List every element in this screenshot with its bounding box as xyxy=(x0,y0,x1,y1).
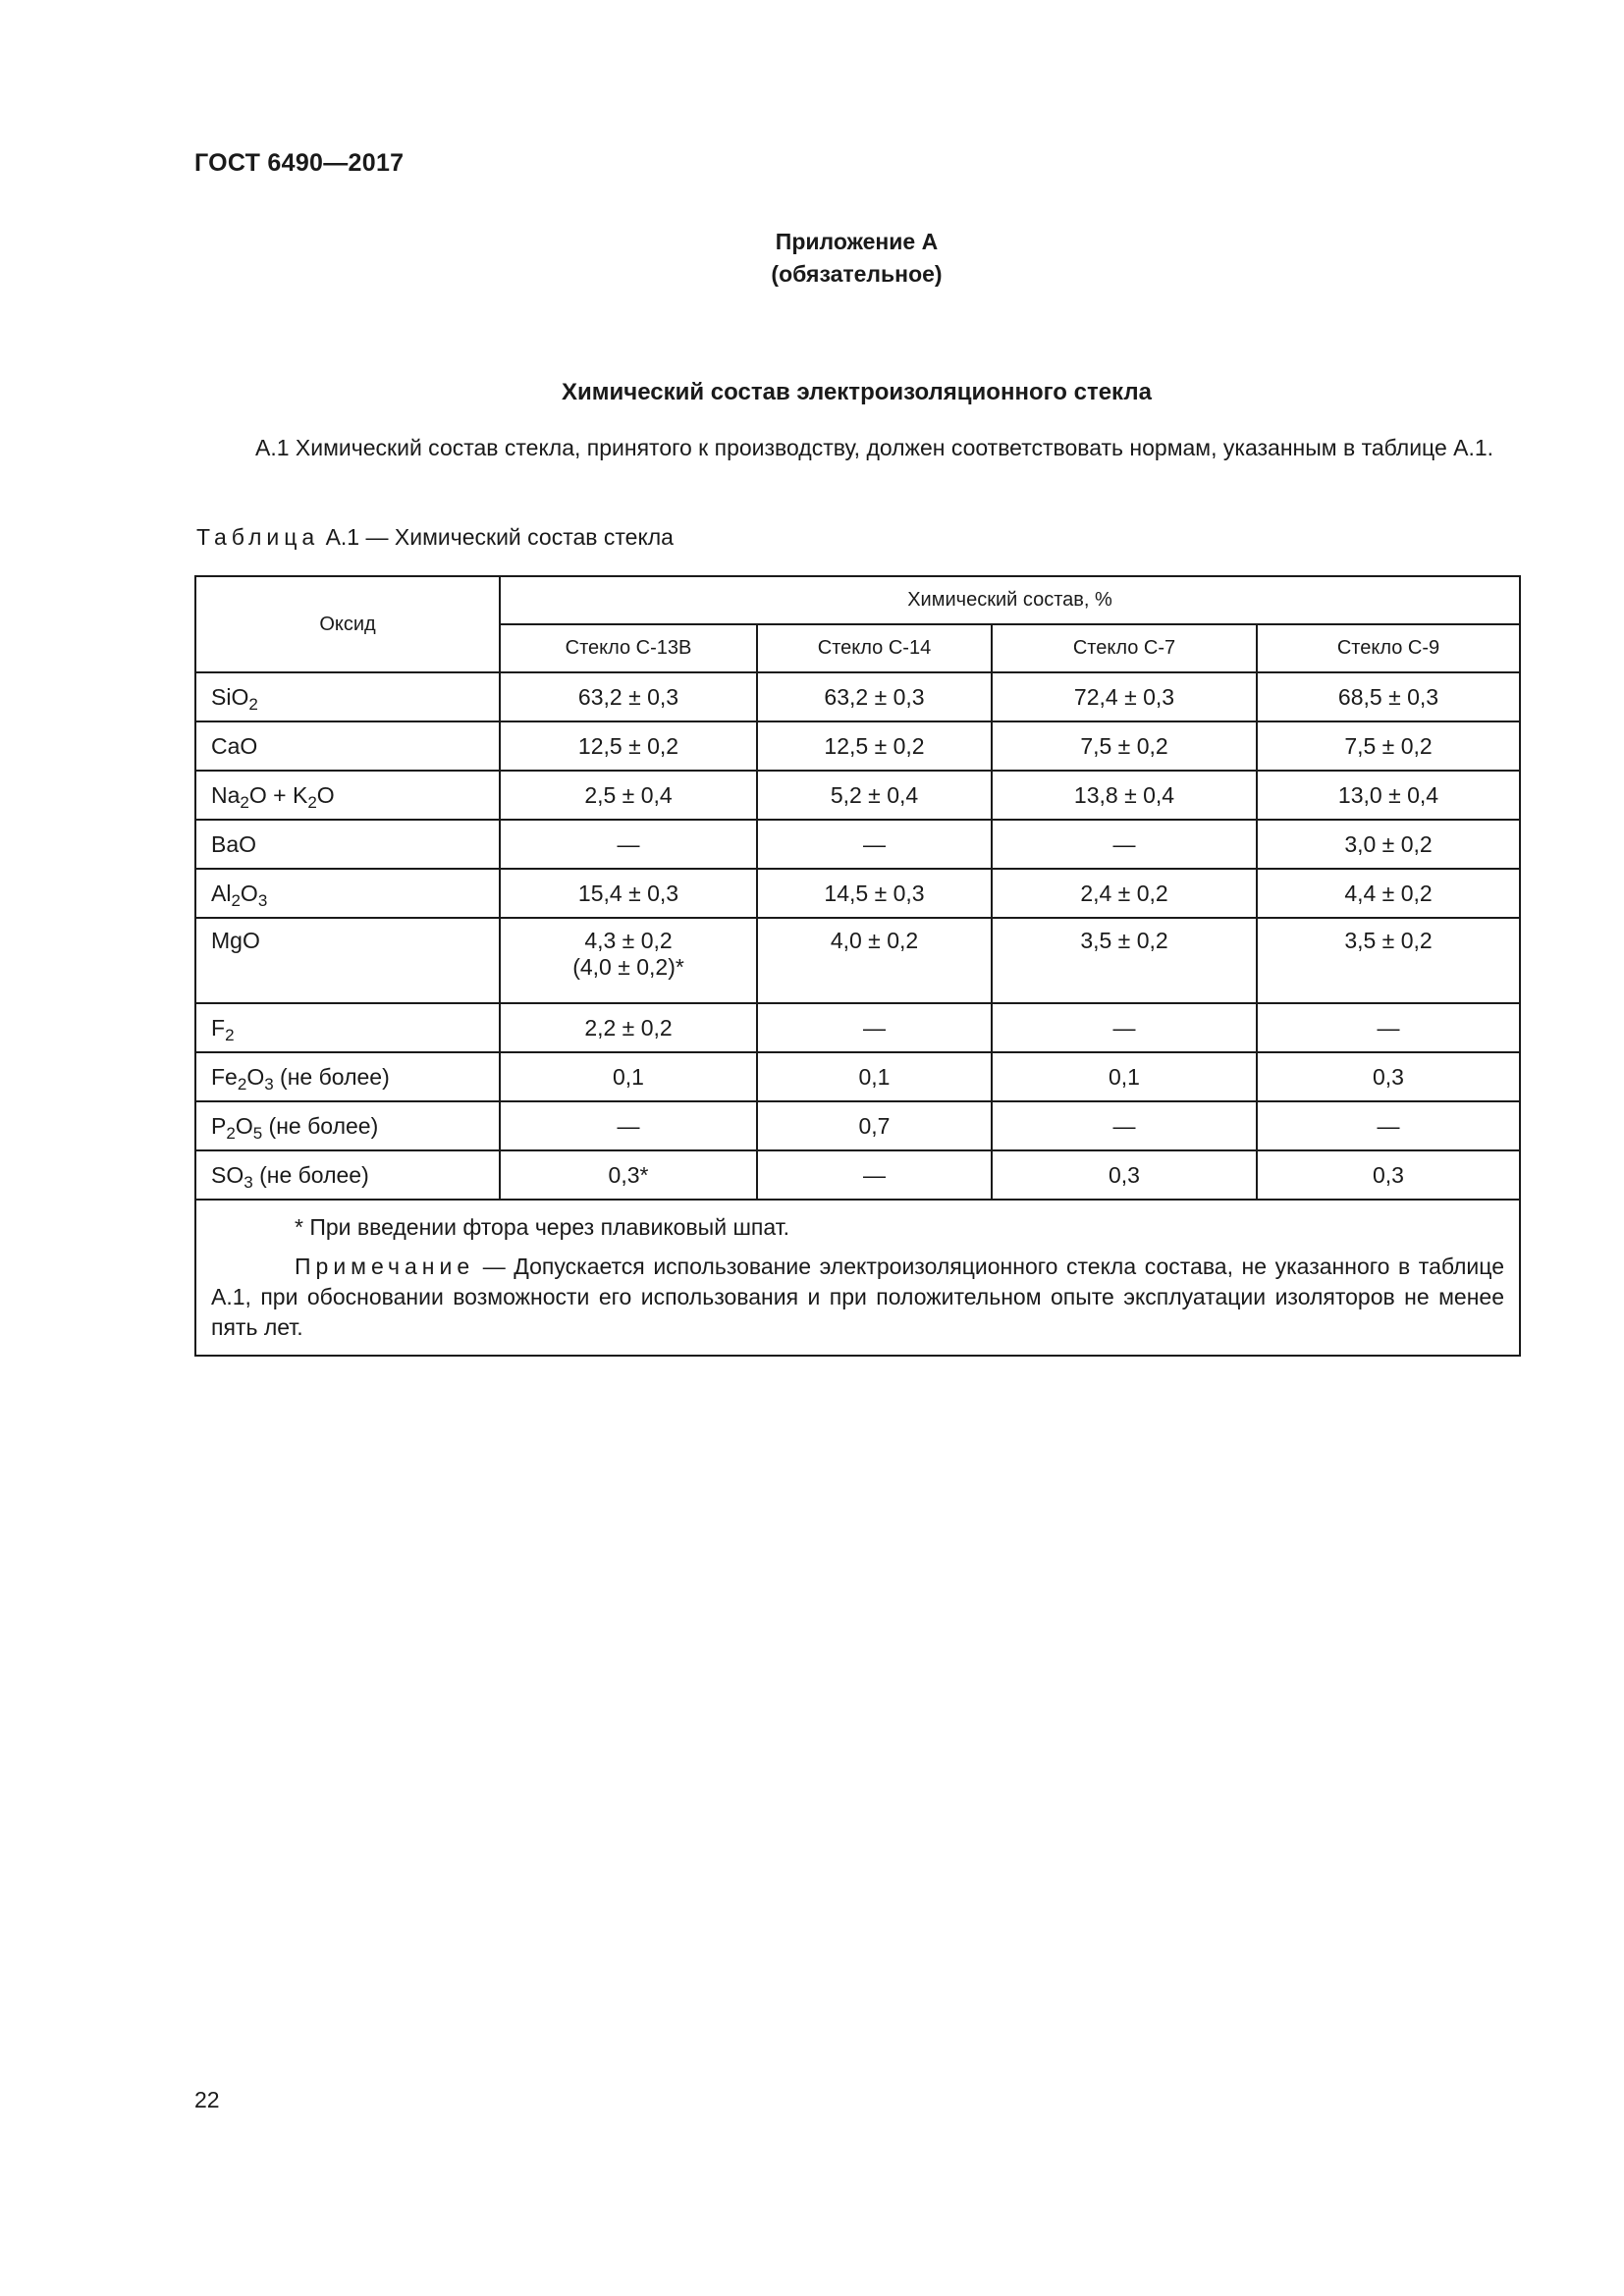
table-row xyxy=(195,869,1520,918)
oxide-text: O xyxy=(235,1112,253,1139)
glass-column-header: Стекло С-7 xyxy=(992,624,1257,672)
oxide-subscript: 5 xyxy=(252,1123,263,1143)
value-cell: 2,5 ± 0,4 xyxy=(500,771,757,820)
composition-table xyxy=(194,575,1521,1357)
table-row xyxy=(195,820,1520,869)
value-cell: 4,0 ± 0,2 xyxy=(757,918,992,1003)
value-cell: 12,5 ± 0,2 xyxy=(757,721,992,771)
composition-group-header: Химический состав, % xyxy=(500,576,1520,624)
annex-heading xyxy=(196,226,1517,291)
table-row xyxy=(195,918,1520,1003)
standard-code: ГОСТ 6490—2017 xyxy=(194,149,405,177)
value-cell: 12,5 ± 0,2 xyxy=(500,721,757,771)
value-cell: 3,0 ± 0,2 xyxy=(1257,820,1520,869)
value-cell: 2,4 ± 0,2 xyxy=(992,869,1257,918)
value-cell: 13,8 ± 0,4 xyxy=(992,771,1257,820)
oxide-text: Fe xyxy=(211,1063,238,1090)
table-row xyxy=(195,1052,1520,1101)
oxide-text: CaO xyxy=(211,732,258,759)
value-cell: 0,1 xyxy=(757,1052,992,1101)
table-row xyxy=(195,721,1520,771)
oxide-cell xyxy=(195,721,500,771)
oxide-cell xyxy=(195,1101,500,1150)
oxide-text: O xyxy=(246,1063,265,1090)
oxide-text: BaO xyxy=(211,830,257,857)
value-cell: 72,4 ± 0,3 xyxy=(992,672,1257,721)
value-cell: 5,2 ± 0,4 xyxy=(757,771,992,820)
oxide-subscript: 3 xyxy=(257,890,268,910)
oxide-text: O + K xyxy=(248,781,308,808)
value-cell: 3,5 ± 0,2 xyxy=(1257,918,1520,1003)
table-remark xyxy=(211,1252,1504,1343)
table-row xyxy=(195,1003,1520,1052)
value-cell: 0,3 xyxy=(1257,1052,1520,1101)
remark-text: — Допускается использование электроизоляционного стекла состава, не указанного в таблице А.1, при обосновании возможности его использования и при положительном опыте эксплуатации изоляторов не менее пять лет. xyxy=(211,1254,1504,1340)
oxide-cell xyxy=(195,771,500,820)
value-cell: 63,2 ± 0,3 xyxy=(757,672,992,721)
glass-column-header: Стекло С-14 xyxy=(757,624,992,672)
value-cell: 0,1 xyxy=(500,1052,757,1101)
oxide-cell xyxy=(195,869,500,918)
value-cell: — xyxy=(500,820,757,869)
oxide-subscript: 3 xyxy=(264,1074,274,1094)
value-cell: — xyxy=(992,820,1257,869)
oxide-text: O xyxy=(240,880,258,906)
glass-column-header: Стекло С-13В xyxy=(500,624,757,672)
table-caption-label: Таблица xyxy=(196,524,320,550)
remark-label: Примечание xyxy=(295,1254,475,1279)
oxide-cell xyxy=(195,1003,500,1052)
oxide-text: MgO xyxy=(211,928,260,953)
value-cell: — xyxy=(757,1150,992,1200)
oxide-cell xyxy=(195,1150,500,1200)
value-cell: 7,5 ± 0,2 xyxy=(992,721,1257,771)
annex-status: (обязательное) xyxy=(771,261,943,287)
value-cell: — xyxy=(992,1003,1257,1052)
value-cell: 2,2 ± 0,2 xyxy=(500,1003,757,1052)
oxide-cell xyxy=(195,820,500,869)
value-cell: 15,4 ± 0,3 xyxy=(500,869,757,918)
page-number: 22 xyxy=(194,2087,220,2112)
value-cell: 68,5 ± 0,3 xyxy=(1257,672,1520,721)
paragraph-a1: А.1 Химический состав стекла, принятого к производству, должен соответствовать нормам, указанным в таблице А.1. xyxy=(255,435,1494,460)
value-cell: 0,3 xyxy=(1257,1150,1520,1200)
oxide-text: P xyxy=(211,1112,227,1139)
oxide-subscript: 2 xyxy=(225,1025,235,1044)
oxide-subscript: 2 xyxy=(240,792,249,812)
table-row xyxy=(195,771,1520,820)
oxide-subscript: 2 xyxy=(231,890,241,910)
oxide-text: SO xyxy=(211,1161,244,1188)
oxide-text: (не более) xyxy=(273,1063,390,1090)
value-cell: — xyxy=(1257,1101,1520,1150)
table-notes xyxy=(195,1200,1520,1356)
value-cell: 63,2 ± 0,3 xyxy=(500,672,757,721)
annex-title: Приложение А xyxy=(775,229,939,254)
value-cell: — xyxy=(757,820,992,869)
oxide-cell xyxy=(195,918,500,1003)
value-line: 4,3 ± 0,2 xyxy=(584,928,673,953)
value-cell: 14,5 ± 0,3 xyxy=(757,869,992,918)
composition-table-body xyxy=(195,672,1520,1200)
table-row xyxy=(195,1101,1520,1150)
glass-column-header: Стекло С-9 xyxy=(1257,624,1520,672)
oxide-text: Al xyxy=(211,880,232,906)
oxide-text: SiO xyxy=(211,683,249,710)
value-cell: — xyxy=(757,1003,992,1052)
value-cell: 3,5 ± 0,2 xyxy=(992,918,1257,1003)
value-cell: — xyxy=(992,1101,1257,1150)
table-footnote: * При введении фтора через плавиковый шпат. xyxy=(295,1214,790,1240)
oxide-text: Na xyxy=(211,781,241,808)
oxide-text: F xyxy=(211,1014,226,1041)
oxide-text: O xyxy=(316,781,335,808)
value-cell: 13,0 ± 0,4 xyxy=(1257,771,1520,820)
value-cell: 0,7 xyxy=(757,1101,992,1150)
value-cell: — xyxy=(500,1101,757,1150)
oxide-cell xyxy=(195,1052,500,1101)
value-line: (4,0 ± 0,2)* xyxy=(572,954,684,980)
value-cell: 4,4 ± 0,2 xyxy=(1257,869,1520,918)
table-caption-text: А.1 — Химический состав стекла xyxy=(319,524,674,550)
value-cell: 0,3 xyxy=(992,1150,1257,1200)
oxide-subscript: 3 xyxy=(244,1172,253,1192)
oxide-subscript: 2 xyxy=(226,1123,236,1143)
value-cell: — xyxy=(1257,1003,1520,1052)
value-cell: 7,5 ± 0,2 xyxy=(1257,721,1520,771)
document-title: Химический состав электроизоляционного стекла xyxy=(562,379,1152,405)
table-row xyxy=(195,1150,1520,1200)
oxide-subscript: 2 xyxy=(307,792,317,812)
value-cell xyxy=(500,918,757,1003)
oxide-text: (не более) xyxy=(262,1112,379,1139)
value-cell: 0,3* xyxy=(500,1150,757,1200)
table-row xyxy=(195,672,1520,721)
composition-table-wrap xyxy=(194,575,1519,1357)
table-caption xyxy=(196,524,674,551)
oxide-subscript: 2 xyxy=(248,694,258,714)
oxide-subscript: 2 xyxy=(237,1074,247,1094)
value-cell: 0,1 xyxy=(992,1052,1257,1101)
oxide-header: Оксид xyxy=(195,576,500,672)
oxide-cell xyxy=(195,672,500,721)
oxide-text: (не более) xyxy=(252,1161,369,1188)
